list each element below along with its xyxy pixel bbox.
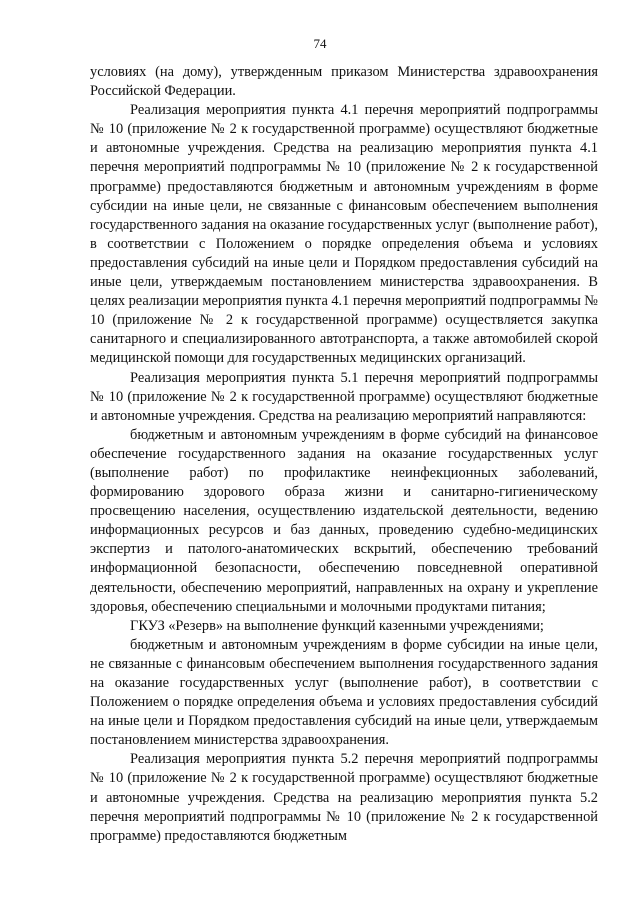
- paragraph: ГКУЗ «Резерв» на выполнение функций казенными учреждениями;: [130, 617, 544, 634]
- paragraph: бюджетным и автономным учреждениям в форме субсидий на финансовое обеспечение государственного задания на оказание государственных услуг (выполнение работ) по профилактике неинфекционных заболеваний, формированию здорового образа жизни и санитарно-гигиеническому просвещению населения, осуществлению издательской деятельности, ведению информационных ресурсов и баз данных, проведению судебно-медицинских экспертиз и патолого-анатомических вскрытий, обеспечению требований информационной безопасности, обеспечению повседневной оперативной деятельности, обеспечению мероприятий, направленных на охрану и укрепление здоровья, обеспечению специальными и молочными продуктами питания;: [90, 426, 598, 615]
- page-number: 74: [313, 36, 327, 51]
- paragraph: бюджетным и автономным учреждениям в форме субсидии на иные цели, не связанные с финансовым обеспечением выполнения государственного задания на оказание государственных услуг (выполнение работ), в соответствии с Положением о порядке определения объема и условиях предоставления субсидий на иные цели и Порядком предоставления субсидий на иные цели, утверждаемым постановлением министерства здравоохранения.: [90, 636, 598, 749]
- paragraph: Реализация мероприятия пункта 5.1 перечня мероприятий подпрограммы № 10 (приложение № 2 к государственной программе) осуществляют бюджетные и автономные учреждения. Средства на реализацию мероприятий направляются:: [90, 369, 598, 424]
- document-body: [90, 63, 598, 846]
- paragraph: условиях (на дому), утвержденным приказом Министерства здравоохранения Российской Федерации.: [90, 64, 598, 100]
- paragraph: Реализация мероприятия пункта 5.2 перечня мероприятий подпрограммы № 10 (приложение № 2 к государственной программе) осуществляют бюджетные и автономные учреждения. Средства на реализацию мероприятия пункта 5.2 перечня мероприятий подпрограммы № 10 (приложение № 2 к государственной программе) предоставляются бюджетным: [90, 751, 598, 844]
- paragraph: Реализация мероприятия пункта 4.1 перечня мероприятий подпрограммы № 10 (приложение № 2 к государственной программе) осуществляют бюджетные и автономные учреждения. Средства на реализацию мероприятия пункта 4.1 перечня мероприятий подпрограммы № 10 (приложение № 2 к государственной программе) предоставляются бюджетным и автономным учреждениям в форме субсидии на иные цели, не связанные с финансовым обеспечением выполнения государственного задания на оказание государственных услуг (выполнение работ), в соответствии с Положением о порядке определения объема и условиях предоставления субсидий на иные цели и Порядком предоставления субсидий на иные цели, утверждаемым постановлением министерства здравоохранения. В целях реализации мероприятия пункта 4.1 перечня мероприятий подпрограммы № 10 (приложение № 2 к государственной программе) осуществляется закупка санитарного и специализированного автотранспорта, а также автомобилей скорой медицинской помощи для государственных медицинских организаций.: [90, 102, 598, 367]
